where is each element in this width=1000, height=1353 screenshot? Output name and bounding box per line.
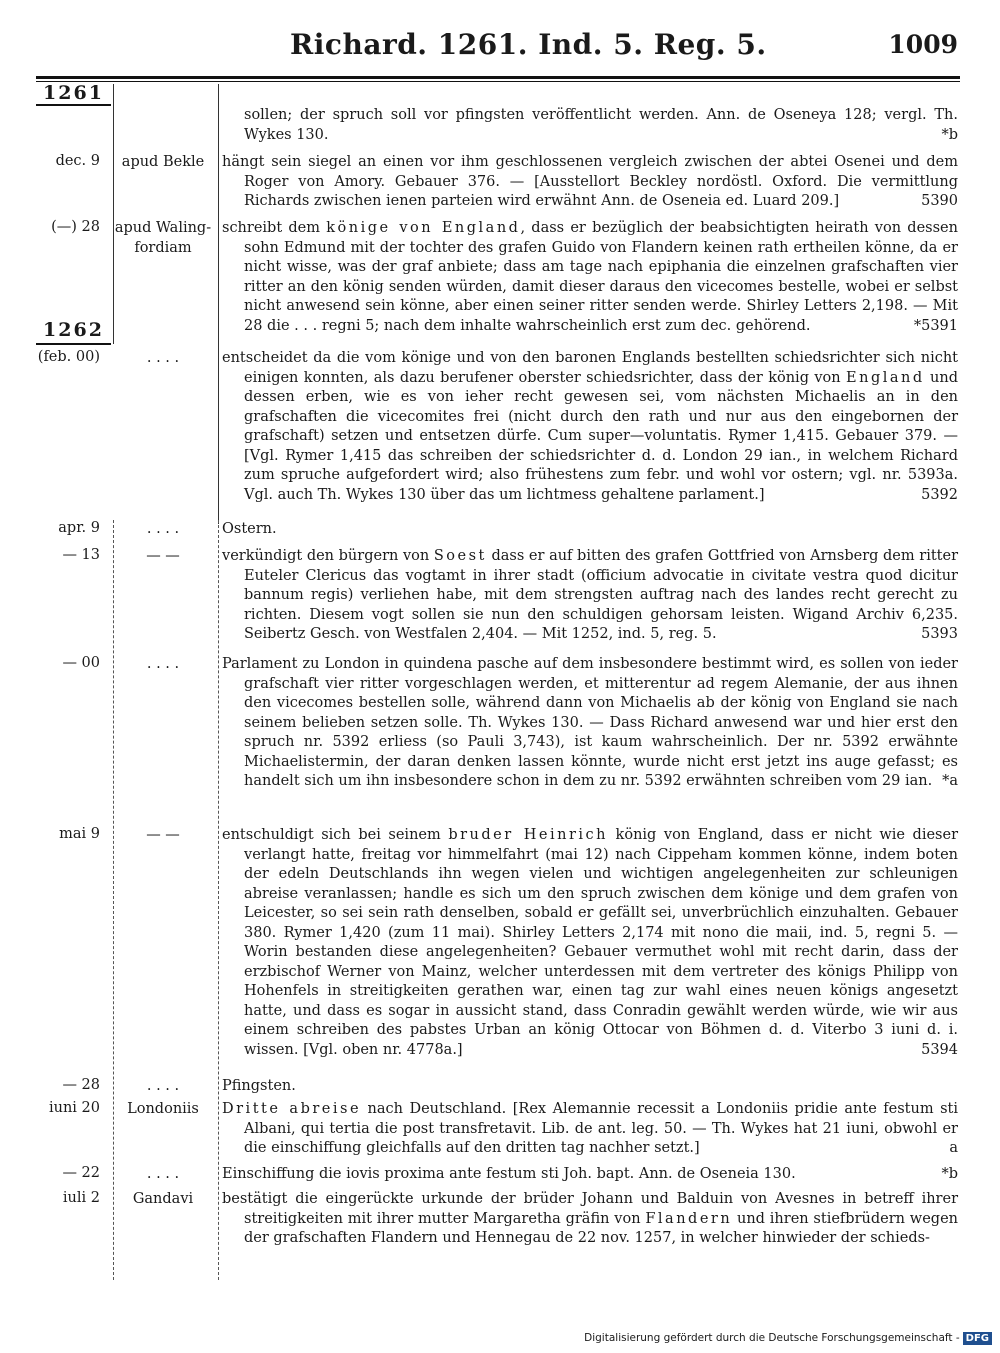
running-title: Richard. 1261. Ind. 5. Reg. 5. [290,28,767,61]
page-number: 1009 [888,30,958,59]
entry-place: — — [146,548,180,564]
entry-text: entschuldigt sich bei seinem bruder Heinrich könig von England, dass er nicht wie dieser verlangt hatte, freitag vor himmelfahrt (mai 12) nach Cippeham kommen könne, indem boten der edeln Deutschlands ihn wegen vielen und wichtigen angelegenheiten zur schleunigen abreise veranlassen; handle es sich um den spruch zwischen dem könige und dem grafen von Leicester, so sei sein rath denselben, sobald er gefällt sei, unverbrüchlich einzuhalten. Gebauer 380. Rymer 1,420 (zum 11 mai). Shirley Letters 2,174 mit nono die maii, ind. 5, regni 5. — Worin bestanden diese angelegenheiten? Gebauer vermuthet wohl mit recht darin, dass der erzbischof Werner von Mainz, welcher unterdessen mit dem vertreter des königs Philipp von Hohenfels in streitigkeiten gerathen war, einen tag zur wahl eines neuen königs angesetzt hatte, und dass es sogar in aussicht stand, dass Conradin gewählt werden würde, wie wir aus einem schreiben des pabstes Urban an könig Ottocar von Böhmen d. d. Viterbo 3 iuni d. i. wissen. [Vgl. oben nr. 4778a.] 5394 [222,827,958,1058]
entry-place: Gandavi [132,1191,194,1207]
entry-text: Dritte abreise nach Deutschland. [Rex Alemannie recessit a Londoniis pridie ante festum sti Albani, qui tertia die post transfretavit. Lib. de ant. leg. 50. — Th. Wykes hat 21 iuni, obwohl er die einschiffung gleichfalls auf den dritten tag nachher setzt.] a [222,1101,958,1156]
entry-text: Einschiffung die iovis proxima ante festum sti Joh. bapt. Ann. de Oseneia 130. *b [222,1166,958,1182]
entry-text: bestätigt die eingerückte urkunde der brüder Johann und Balduin von Avesnes in betreff ihrer streitigkeiten mit ihrer mutter Margaretha gräfin von Flandern und ihren stiefbrüdern wegen der grafschaften Flandern und Hennegau de 22 nov. 1257, in welcher hinwieder der schieds- [222,1191,958,1246]
entry-place: — — [146,827,180,843]
entry-place: Londoniis [127,1101,199,1117]
header-rule [36,76,960,79]
column-rule-date [113,84,114,344]
entry-text: verkündigt den bürgern von Soest dass er auf bitten des grafen Gottfried von Arnsberg dem ritter Euteler Clericus das vogtamt in ihrer stadt (officium advocatie in civitate vestra quod dicitur bannum regis) verliehen habe, mit dem strengsten auftrag nach des landes recht gerecht zu richten. Diesem vogt sollen sie nun den schuldigen gehorsam leisten. Wigand Archiv 6,235. Seibertz Gesch. von Westfalen 2,404. — Mit 1252, ind. 5, reg. 5. 5393 [222,548,959,642]
year-label-1262: 1262 [43,319,104,341]
entry-date: — 13 [62,547,100,563]
entry-place: apud Bekle [121,154,205,170]
entry-text: Ostern. [222,521,277,537]
entry-date: iuli 2 [62,1190,100,1206]
entry-date: — 00 [62,655,100,671]
entry-date: dec. 9 [55,153,100,169]
entry-date: mai 9 [59,826,100,842]
entry-place: . . . . [146,350,180,366]
footer-credit: Digitalisierung gefördert durch die Deutsche Forschungsgemeinschaft - DFG [584,1332,992,1345]
entry-date: (feb. 00) [37,349,100,365]
entry-place: . . . . [146,656,180,672]
dfg-logo: DFG [963,1332,992,1345]
year-label-1261: 1261 [36,82,111,106]
entry-text: Pfingsten. [222,1078,296,1094]
entry-text: Parlament zu London in quindena pasche auf dem insbesondere bestimmt wird, es sollen von ieder grafschaft vier ritter vorgeschlagen werden, et mitterentur ad regem Alemanie, der aus ihnen den vicecomes bestellen solle, während dann von Michaelis ab der könig von England sie nach seinem belieben setzen solle. Th. Wykes 130. — Dass Richard anwesend war und hier erst den spruch nr. 5392 erliess (so Pauli 3,743), ist kaum wahrscheinlich. Der nr. 5392 erwähnte Michaelistermin, der daran denken lassen könnte, wurde nicht erst jetzt ins auge gefasst; es handelt sich um ihn insbesondere schon in dem zu nr. 5392 erwähnten schreiben vom 29 ian. *a [222,656,958,789]
year-rule [36,343,111,345]
column-rule-place-dashed [218,520,220,1280]
entry-place: . . . . [146,521,180,537]
entry-text: sollen; der spruch soll vor pfingsten veröffentlicht werden. Ann. de Oseneya 128; vergl. Th. Wykes 130. *b [244,107,958,143]
column-rule-place [218,84,219,524]
entry-date: apr. 9 [58,520,100,536]
page-header [0,28,1000,68]
entry-date: — 22 [62,1165,100,1181]
entry-place: apud Waling-fordiam [114,220,212,256]
header-rule-thin [36,81,960,82]
entry-text: schreibt dem könige von England, dass er bezüglich der beabsichtigten heirath von dessen sohn Edmund mit der tochter des grafen Guido von Flandern keinen rath ertheilen könne, da er nicht wisse, was der graf anbiete; dass am tage nach epiphania die einzelnen grafschaften vier ritter an den könig senden würden, damit dieser daraus den vicecomes bestelle, wobei er selbst nicht anwesend sein könne, aber einen seiner ritter senden werde. Shirley Letters 2,198. — Mit 28 die . . . regni 5; nach dem inhalte wahrscheinlich erst zum dec. gehörend. *5391 [222,220,958,334]
entry-date: (—) 28 [51,219,100,235]
entry-place: . . . . [146,1078,180,1094]
entry-text: hängt sein siegel an einen vor ihm geschlossenen vergleich zwischen der abtei Osenei und dem Roger von Amory. Gebauer 376. — [Ausstellort Beckley nordöstl. Oxford. Die vermittlung Richards zwischen ienen parteien wird erwähnt Ann. de Oseneia ed. Luard 209.] 5390 [222,154,958,209]
entry-text: entscheidet da die vom könige und von den baronen Englands bestellten schiedsrichter sich nicht einigen konnten, als dazu berufener oberster schiedsrichter, dass der könig von England und dessen erben, wie es von ieher recht gewesen sei, vom nächsten Michaelis an in den grafschaften die vicecomites frei (nicht durch den rath und nur aus den eingebornen der grafschaft) setzen und entsetzen dürfe. Cum super—voluntatis. Rymer 1,415. Gebauer 379. — [Vgl. Rymer 1,415 das schreiben der schiedsrichter d. d. London 29 ian., in welchem Richard zum spruche aufgefordert wird; also frühestens zum febr. und wohl vor ostern; vgl. nr. 5393a. Vgl. auch Th. Wykes 130 über das um lichtmess gehaltene parlament.] 5392 [222,350,958,503]
entry-date: — 28 [62,1077,100,1093]
entry-date: iuni 20 [48,1100,100,1116]
entry-place: . . . . [146,1166,180,1182]
